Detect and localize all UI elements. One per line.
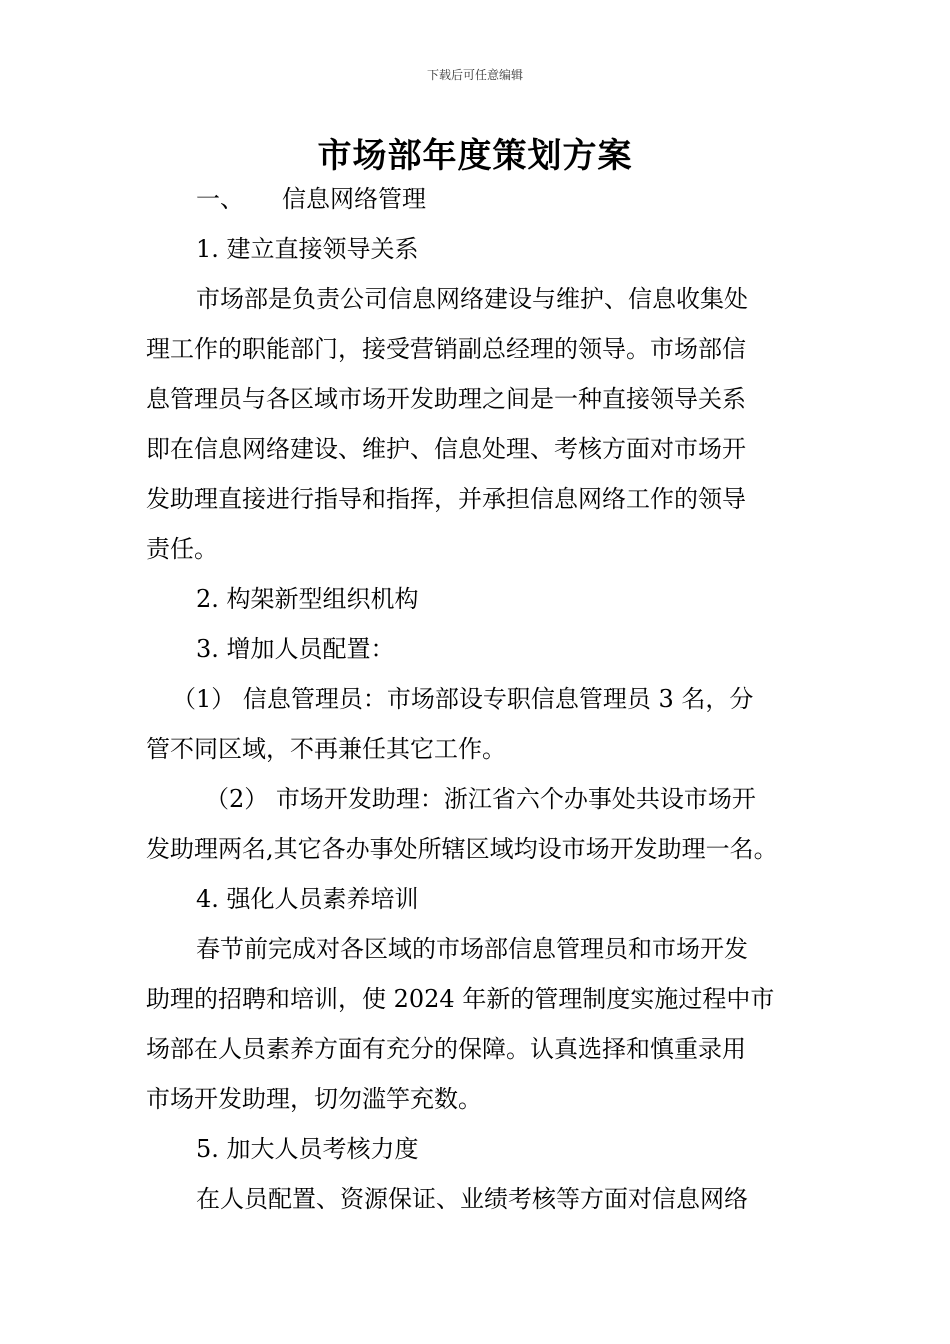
item-heading-1: 1. 建立直接领导关系 [196, 235, 419, 263]
paragraph-line: 市场开发助理，切勿滥竽充数。 [146, 1085, 482, 1113]
item-heading-5: 5. 加大人员考核力度 [196, 1135, 419, 1163]
paragraph-line: 春节前完成对各区域的市场部信息管理员和市场开发 [196, 935, 748, 963]
paragraph-line: 息管理员与各区域市场开发助理之间是一种直接领导关系 [146, 385, 746, 413]
section-number: 一、 [196, 185, 244, 213]
paragraph-line: 在人员配置、资源保证、业绩考核等方面对信息网络 [196, 1185, 748, 1213]
sub-item-line: （2） 市场开发助理：浙江省六个办事处共设市场开 [205, 785, 756, 813]
section-heading [196, 184, 426, 214]
paragraph-line: 责任。 [146, 535, 218, 563]
paragraph-line: 场部在人员素养方面有充分的保障。认真选择和慎重录用 [146, 1035, 746, 1063]
section-title: 信息网络管理 [282, 185, 426, 213]
paragraph-line: 市场部是负责公司信息网络建设与维护、信息收集处 [196, 285, 748, 313]
header-note: 下载后可任意编辑 [426, 68, 523, 82]
paragraph-line: 即在信息网络建设、维护、信息处理、考核方面对市场开 [146, 435, 746, 463]
page-title: 市场部年度策划方案 [317, 136, 633, 176]
item-heading-4: 4. 强化人员素养培训 [196, 885, 419, 913]
paragraph-line: 理工作的职能部门，接受营销副总经理的领导。市场部信 [146, 335, 746, 363]
item-heading-2: 2. 构架新型组织机构 [196, 585, 419, 613]
paragraph-line: 助理的招聘和培训，使 2024 年新的管理制度实施过程中市 [146, 985, 775, 1013]
sub-item-line: （1） 信息管理员：市场部设专职信息管理员 3 名，分 [172, 685, 754, 713]
sub-item-line: 发助理两名,其它各办事处所辖区域均设市场开发助理一名。 [146, 835, 778, 863]
sub-item-line: 管不同区域，不再兼任其它工作。 [146, 735, 506, 763]
paragraph-line: 发助理直接进行指导和指挥，并承担信息网络工作的领导 [146, 485, 746, 513]
item-heading-3: 3. 增加人员配置： [196, 635, 395, 663]
